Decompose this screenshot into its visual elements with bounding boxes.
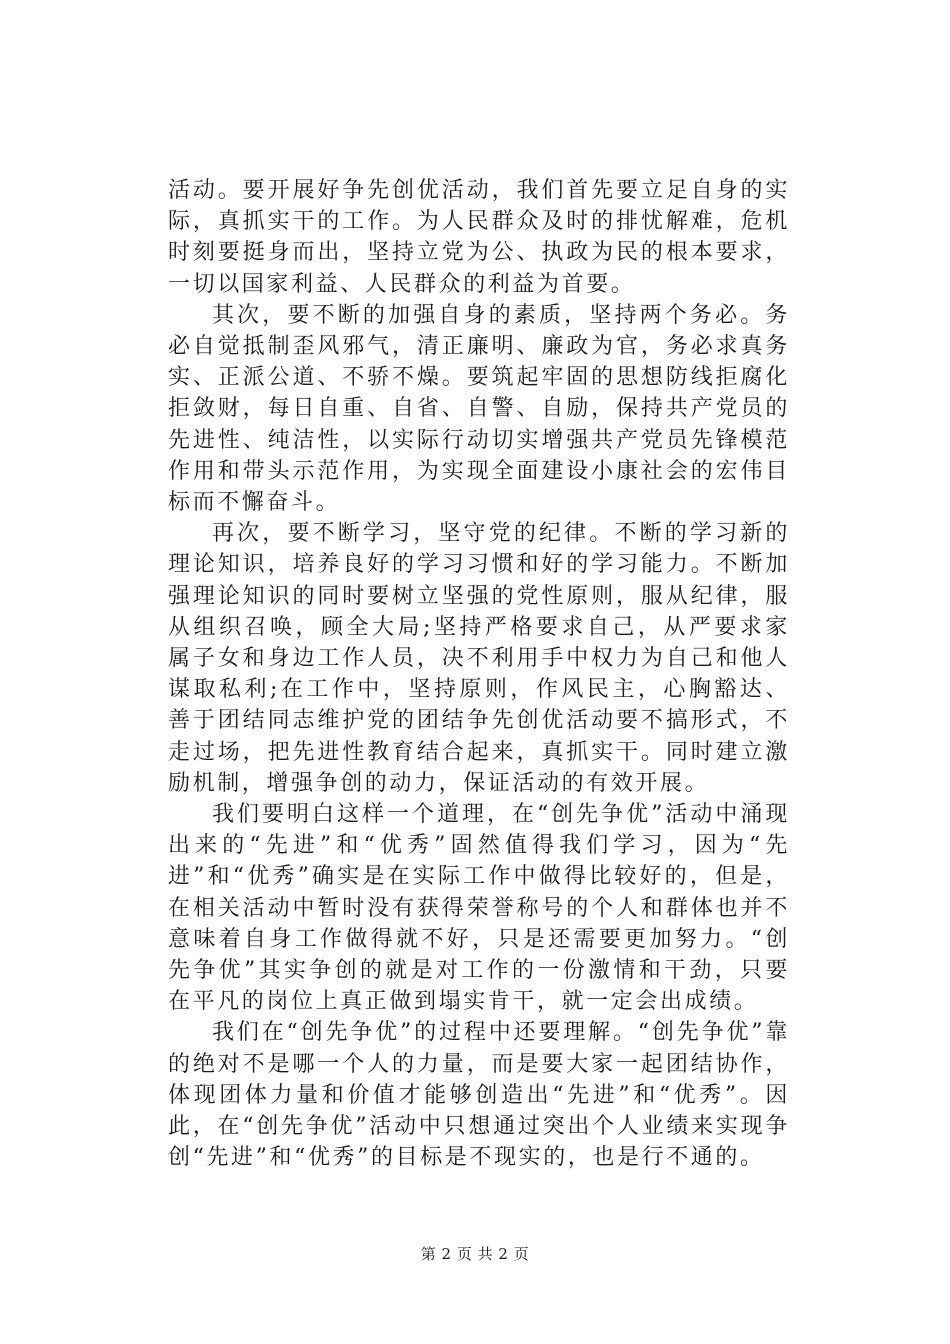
paragraph-teamwork: 我们在“创先争优”的过程中还要理解。“创先争优”靠的绝对不是哪一个人的力量，而是要大家一起团结协作，体现团体力量和价值才能够创造出“先进”和“优秀”。因此，在“创先争优”活动中只想通过突出个人业绩来实现争创“先进”和“优秀”的目标是不现实的，也是行不通的。 [168, 1020, 790, 1171]
page-number-footer: 第 2 页 共 2 页 [420, 1245, 530, 1263]
paragraph-third: 再次，要不断学习，坚守党的纪律。不断的学习新的理论知识，培养良好的学习习惯和好的学习能力。不断加强理论知识的同时要树立坚强的党性原则，服从纪律，服从组织召唤，顾全大局;坚持严格要求自己，从严要求家属子女和身边工作人员，决不利用手中权力为自己和他人谋取私利;在工作中，坚持原则，作风民主，心胸豁达、善于团结同志维护党的团结争先创优活动要不搞形式，不走过场，把先进性教育结合起来，真抓实干。同时建立激励机制，增强争创的动力，保证活动的有效开展。 [168, 521, 790, 796]
document-body [168, 175, 790, 1174]
paragraph-understanding: 我们要明白这样一个道理，在“创先争优”活动中涌现出来的“先进”和“优秀”固然值得我们学习，因为“先进”和“优秀”确实是在实际工作中做得比较好的，但是，在相关活动中暂时没有获得荣誉称号的个人和群体也并不意味着自身工作做得就不好，只是还需要更加努力。“创先争优”其实争创的就是对工作的一份激情和干劲，只要在平凡的岗位上真正做到塌实肯干，就一定会出成绩。 [168, 802, 790, 1015]
paragraph-second: 其次，要不断的加强自身的素质，坚持两个务必。务必自觉抵制歪风邪气，清正廉明、廉政为官，务必求真务实、正派公道、不骄不燥。要筑起牢固的思想防线拒腐化拒敛财，每日自重、自省、自警、自励，保持共产党员的先进性、纯洁性，以实际行动切实增强共产党员先锋模范作用和带头示范作用，为实现全面建设小康社会的宏伟目标而不懈奋斗。 [168, 302, 790, 516]
paragraph-continued: 活动。要开展好争先创优活动，我们首先要立足自身的实际，真抓实干的工作。为人民群众及时的排忧解难，危机时刻要挺身而出，坚持立党为公、执政为民的根本要求，一切以国家利益、人民群众的利益为首要。 [168, 178, 790, 297]
